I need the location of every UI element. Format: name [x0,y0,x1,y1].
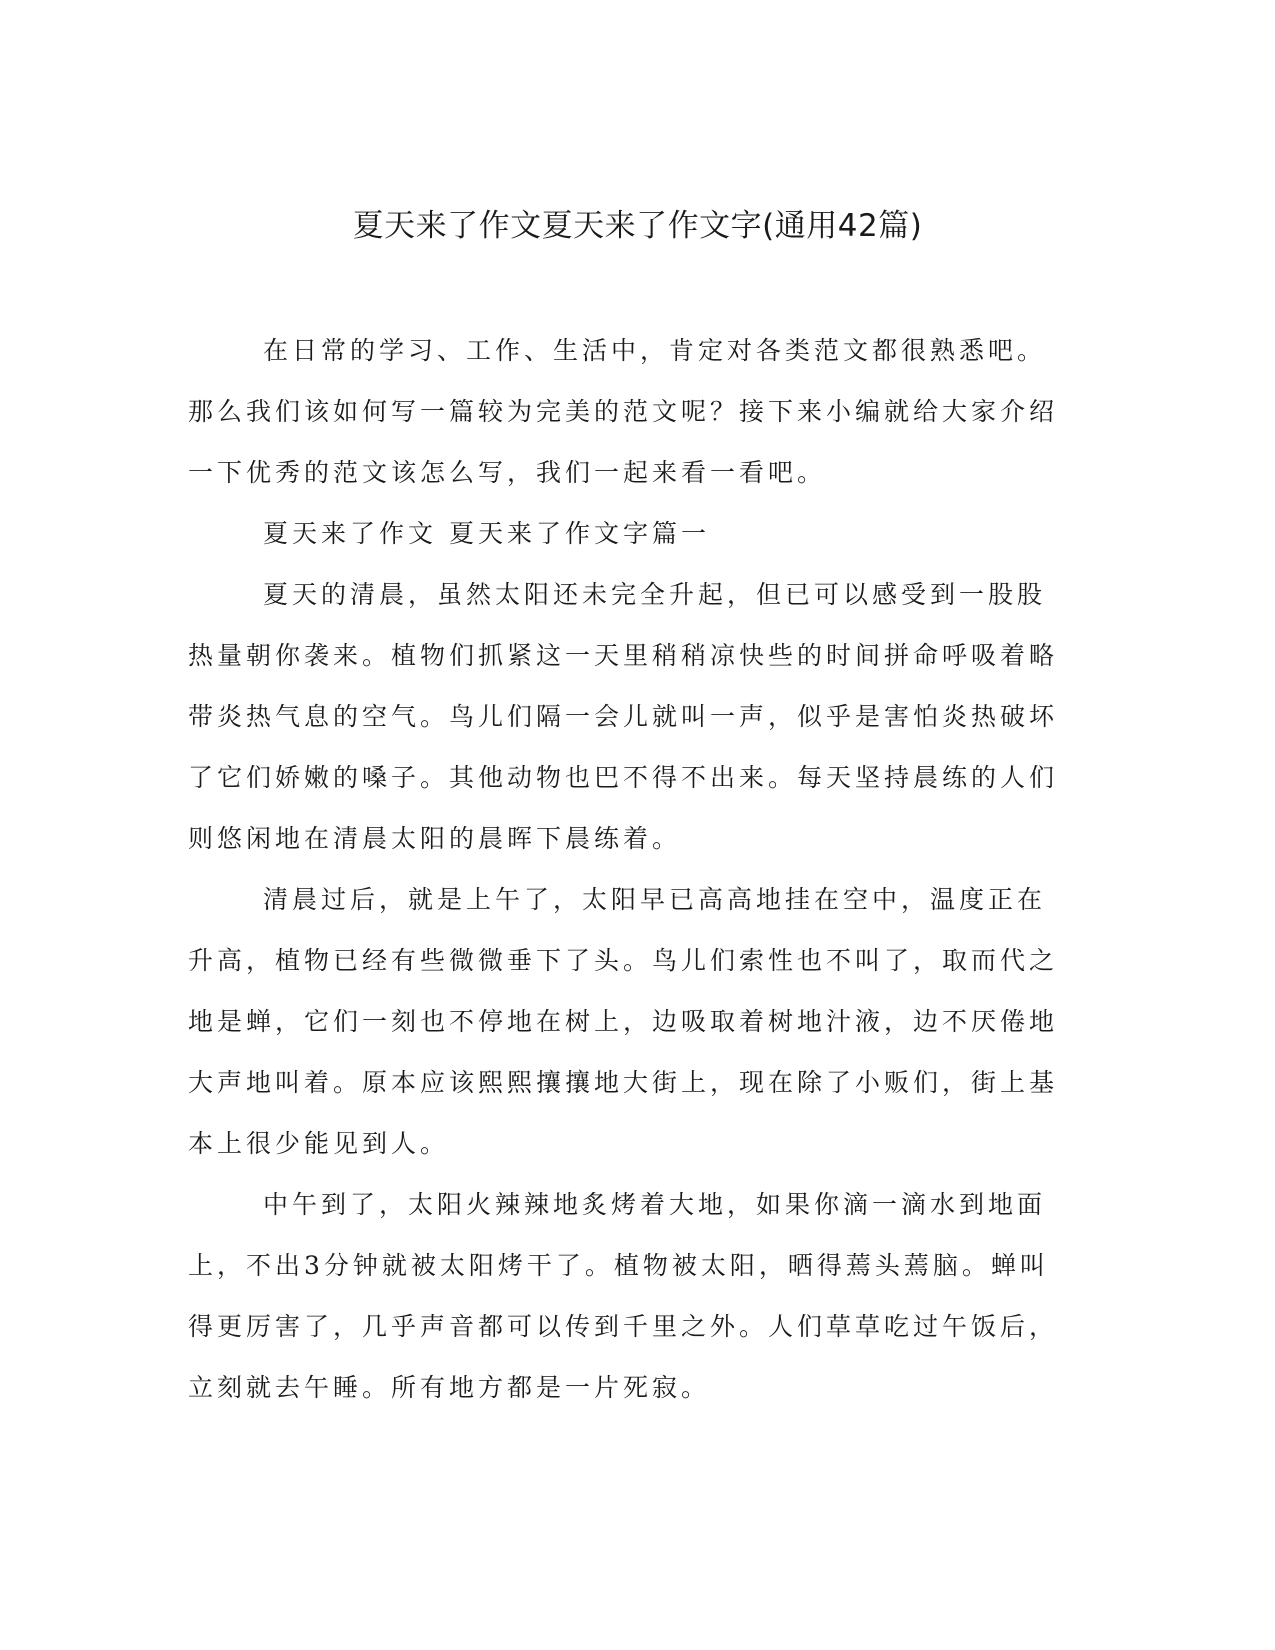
section-heading: 夏天来了作文 夏天来了作文字篇一 [263,519,710,548]
body-paragraph: 中午到了，太阳火辣辣地炙烤着大地，如果你滴一滴水到地面上，不出3分钟就被太阳烤干了。植物被太阳，晒得蔫头蔫脑。蝉叫得更厉害了，几乎声音都可以传到千里之外。人们草草吃过午饭后，立刻就去午睡。所有地方都是一片死寂。 [188,1190,1059,1402]
document-title: 夏天来了作文夏天来了作文字(通用42篇) [352,208,923,244]
body-paragraph: 清晨过后，就是上午了，太阳早已高高地挂在空中，温度正在升高，植物已经有些微微垂下了头。鸟儿们索性也不叫了，取而代之地是蝉，它们一刻也不停地在树上，边吸取着树地汁液，边不厌倦地大声地叫着。原本应该熙熙攘攘地大街上，现在除了小贩们，街上基本上很少能见到人。 [188,885,1059,1158]
intro-paragraph: 在日常的学习、工作、生活中，肯定对各类范文都很熟悉吧。那么我们该如何写一篇较为完美的范文呢？接下来小编就给大家介绍一下优秀的范文该怎么写，我们一起来看一看吧。 [188,336,1059,487]
body-paragraph: 夏天的清晨，虽然太阳还未完全升起，但已可以感受到一股股热量朝你袭来。植物们抓紧这一天里稍稍凉快些的时间拼命呼吸着略带炎热气息的空气。鸟儿们隔一会儿就叫一声，似乎是害怕炎热破坏了它们娇嫩的嗓子。其他动物也巴不得不出来。每天坚持晨练的人们则悠闲地在清晨太阳的晨晖下晨练着。 [188,580,1059,853]
document-body [188,320,1068,1418]
